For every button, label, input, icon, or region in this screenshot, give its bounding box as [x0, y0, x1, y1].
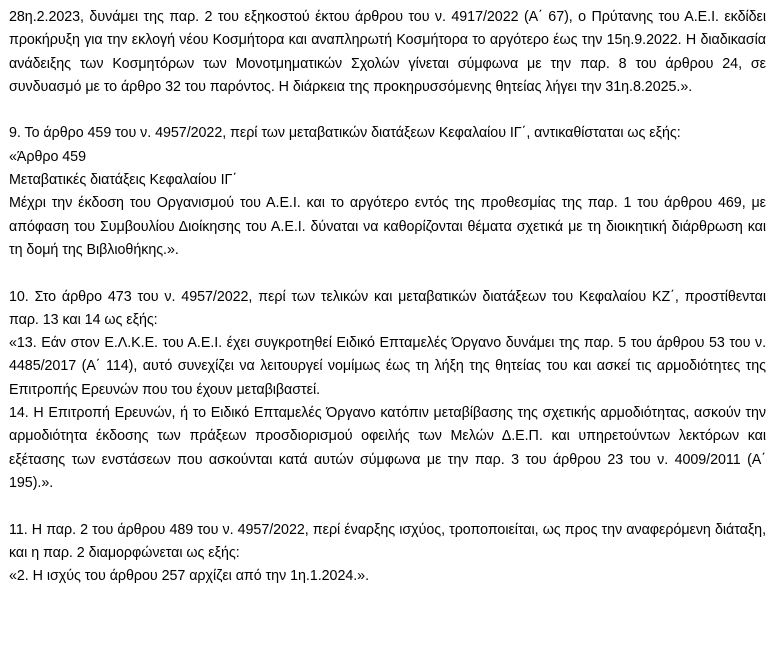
paragraph: «13. Εάν στον Ε.Λ.Κ.Ε. του Α.Ε.Ι. έχει συγκροτηθεί Ειδικό Επταμελές Όργανο δυνάμει της παρ. 5 του άρθρου 53 του ν. 4485/2017 (Α΄ 114), αυτό συνεχίζει να λειτουργεί νομίμως έως τη λήξη της θητείας του και ασκεί τις αρμοδιότητες της Επιτροπής Ερευνών που του έχουν μεταβιβαστεί. [9, 335, 766, 398]
section-item-11 [9, 519, 766, 589]
article-heading: «Άρθρο 459 [9, 148, 86, 165]
paragraph: 9. Το άρθρο 459 του ν. 4957/2022, περί των μεταβατικών διατάξεων Κεφαλαίου ΙΓ΄, αντικαθίσταται ως εξής: [9, 125, 681, 142]
paragraph: 14. Η Επιτροπή Ερευνών, ή το Ειδικό Επταμελές Όργανο κατόπιν μεταβίβασης της σχετικής αρμοδιότητας, ασκούν την αρμοδιότητα έκδοσης των πράξεων προσδιορισμού οφειλής των Μελών Δ.Ε.Π. και υπηρετούντων λεκτόρων και εξέτασης των ενστάσεων που ασκούνται κατά αυτών σύμφωνα με την παρ. 3 του άρθρου 23 του ν. 4009/2011 (Α΄ 195).». [9, 405, 766, 491]
paragraph-gap [9, 99, 766, 122]
document-page [9, 6, 766, 588]
paragraph: 10. Στο άρθρο 473 του ν. 4957/2022, περί των τελικών και μεταβατικών διατάξεων του Κεφαλαίου ΚΖ΄, προστίθενται παρ. 13 και 14 ως εξής: [9, 288, 766, 328]
paragraph-gap [9, 495, 766, 518]
paragraph-gap [9, 262, 766, 285]
paragraph: «2. Η ισχύς του άρθρου 257 αρχίζει από την 1η.1.2024.». [9, 568, 369, 585]
section-continuation [9, 6, 766, 99]
paragraph: 28η.2.2023, δυνάμει της παρ. 2 του εξηκοστού έκτου άρθρου του ν. 4917/2022 (Α΄ 67), ο Πρύτανης του Α.Ε.Ι. εκδίδει προκήρυξη για την εκλογή νέου Κοσμήτορα και αναπληρωτή Κοσμήτορα το αργότερο έως την 15η.9.2022. Η διαδικασία ανάδειξης των Κοσμητόρων των Μονοτμηματικών Σχολών γίνεται σύμφωνα με την παρ. 8 του άρθρου 24, σε συνδυασμό με το άρθρο 32 του παρόντος. Η διάρκεια της προκηρυσσόμενης θητείας λήγει την 31η.8.2025.». [9, 9, 766, 95]
section-item-10 [9, 286, 766, 496]
paragraph: 11. Η παρ. 2 του άρθρου 489 του ν. 4957/2022, περί έναρξης ισχύος, τροποποιείται, ως προς την αναφερόμενη διάταξη, και η παρ. 2 διαμορφώνεται ως εξής: [9, 521, 766, 561]
section-item-9 [9, 122, 766, 262]
paragraph: Μέχρι την έκδοση του Οργανισμού του Α.Ε.Ι. και το αργότερο εντός της προθεσμίας της παρ. 1 του άρθρου 469, με απόφαση του Συμβουλίου Διοίκησης του Α.Ε.Ι. δύναται να καθορίζονται θέματα σχετικά με τη διοικητική διάρθρωση και τη δομή της Βιβλιοθήκης.». [9, 195, 766, 258]
article-title: Μεταβατικές διατάξεις Κεφαλαίου ΙΓ΄ [9, 172, 238, 189]
